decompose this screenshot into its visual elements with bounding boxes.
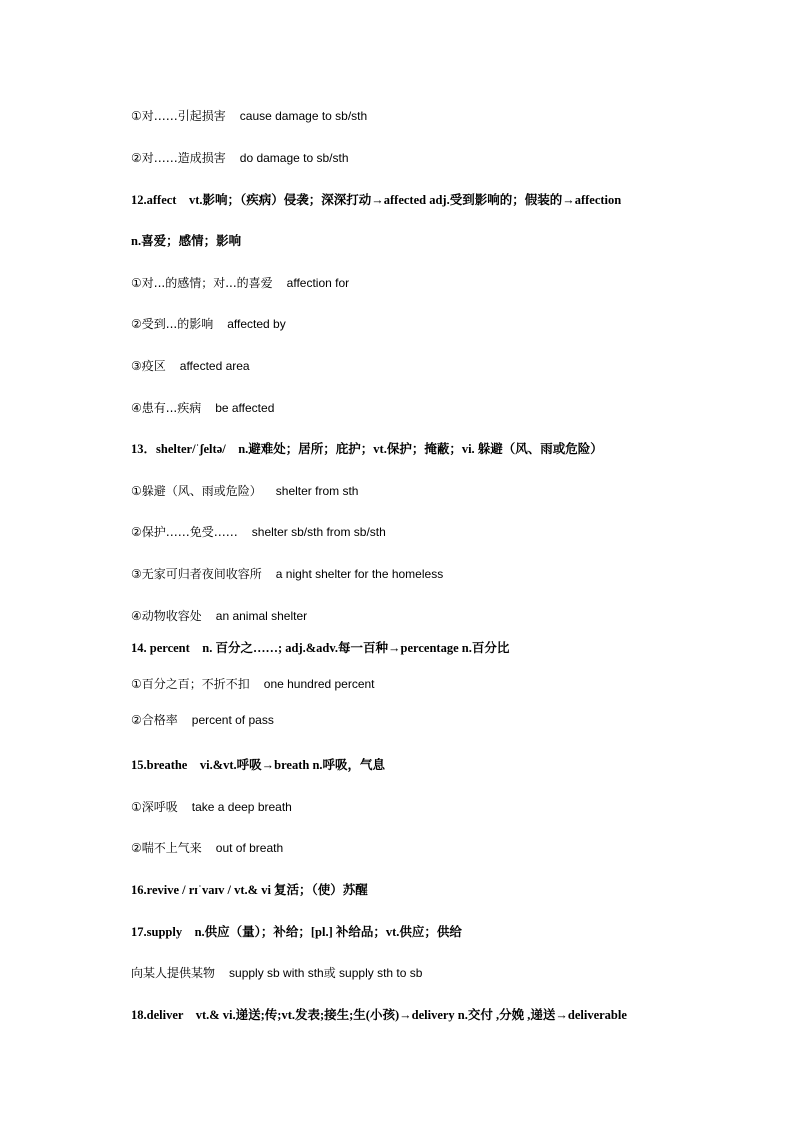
phrase-zh: ④动物收容处	[131, 609, 202, 623]
phrase-en: cause damage to sb/sth	[239, 109, 368, 123]
entry-heading: 13．shelter/ˈʃeltə/ n.避难处；居所；庇护；vt.保护；掩蔽；vi. 躲避（风、雨或危险）	[131, 442, 603, 456]
phrase-en: supply sb with sth或 supply sth to sb	[229, 966, 423, 980]
phrase-zh: ①躲避（风、雨或危险）	[131, 484, 262, 498]
phrase-zh: ④患有...疾病	[131, 401, 202, 415]
phrase-line	[131, 358, 250, 374]
phrase-en: affected area	[179, 359, 250, 373]
phrase-line	[131, 108, 367, 124]
entry-heading: 14. percent n. 百分之……; adj.&adv.每一百种→percentage n.百分比	[131, 641, 510, 655]
phrase-zh: ①深呼吸	[131, 800, 178, 814]
phrase-line	[131, 676, 375, 692]
phrase-line	[131, 316, 286, 332]
phrase-line	[131, 150, 349, 166]
phrase-line	[131, 400, 274, 416]
phrase-en: a night shelter for the homeless	[275, 567, 444, 581]
entry-heading: 18.deliver vt.& vi.递送;传;vt.发表;接生;生(小孩)→delivery n.交付 ,分娩 ,递送→deliverable	[131, 1008, 627, 1022]
phrase-zh: ③疫区	[131, 359, 166, 373]
phrase-line	[131, 483, 358, 499]
entry-heading-continued: n.喜爱；感情；影响	[131, 234, 242, 248]
phrase-en: an animal shelter	[215, 609, 308, 623]
phrase-en: out of breath	[215, 841, 284, 855]
phrase-line	[131, 840, 283, 856]
phrase-en: do damage to sb/sth	[239, 151, 349, 165]
phrase-zh: ①对...的感情；对...的喜爱	[131, 276, 273, 290]
phrase-zh: ①对……引起损害	[131, 109, 226, 123]
phrase-line	[131, 275, 349, 291]
entry-heading: 17.supply n.供应（量）；补给；[pl.] 补给品；vt.供应；供给	[131, 925, 462, 939]
entry-heading: 16.revive / rɪˈvaɪv / vt.& vi 复活；（使）苏醒	[131, 883, 368, 897]
phrase-zh: ②喘不上气来	[131, 841, 202, 855]
phrase-line	[131, 608, 307, 624]
phrase-en: be affected	[215, 401, 275, 415]
entry-heading: 12.affect vt.影响；（疾病）侵袭；深深打动→affected adj.受到影响的；假装的→affection	[131, 193, 622, 207]
phrase-en: one hundred percent	[263, 677, 375, 691]
entry-heading: 15.breathe vi.&vt.呼吸→breath n.呼吸，气息	[131, 758, 386, 772]
phrase-en: shelter sb/sth from sb/sth	[251, 525, 386, 539]
phrase-zh: ③无家可归者夜间收容所	[131, 567, 262, 581]
phrase-zh: ①百分之百；不折不扣	[131, 677, 250, 691]
phrase-zh: ②受到...的影响	[131, 317, 214, 331]
phrase-line	[131, 799, 292, 815]
phrase-en: affection for	[286, 276, 350, 290]
phrase-en: shelter from sth	[275, 484, 359, 498]
phrase-line	[131, 965, 422, 981]
phrase-en: percent of pass	[191, 713, 274, 727]
phrase-en: affected by	[227, 317, 286, 331]
phrase-zh: ②保护……免受……	[131, 525, 238, 539]
phrase-line	[131, 524, 386, 540]
phrase-zh: 向某人提供某物	[131, 966, 216, 980]
phrase-line	[131, 566, 443, 582]
phrase-en: take a deep breath	[191, 800, 292, 814]
phrase-zh: ②合格率	[131, 713, 178, 727]
phrase-line	[131, 712, 274, 728]
phrase-zh: ②对……造成损害	[131, 151, 226, 165]
